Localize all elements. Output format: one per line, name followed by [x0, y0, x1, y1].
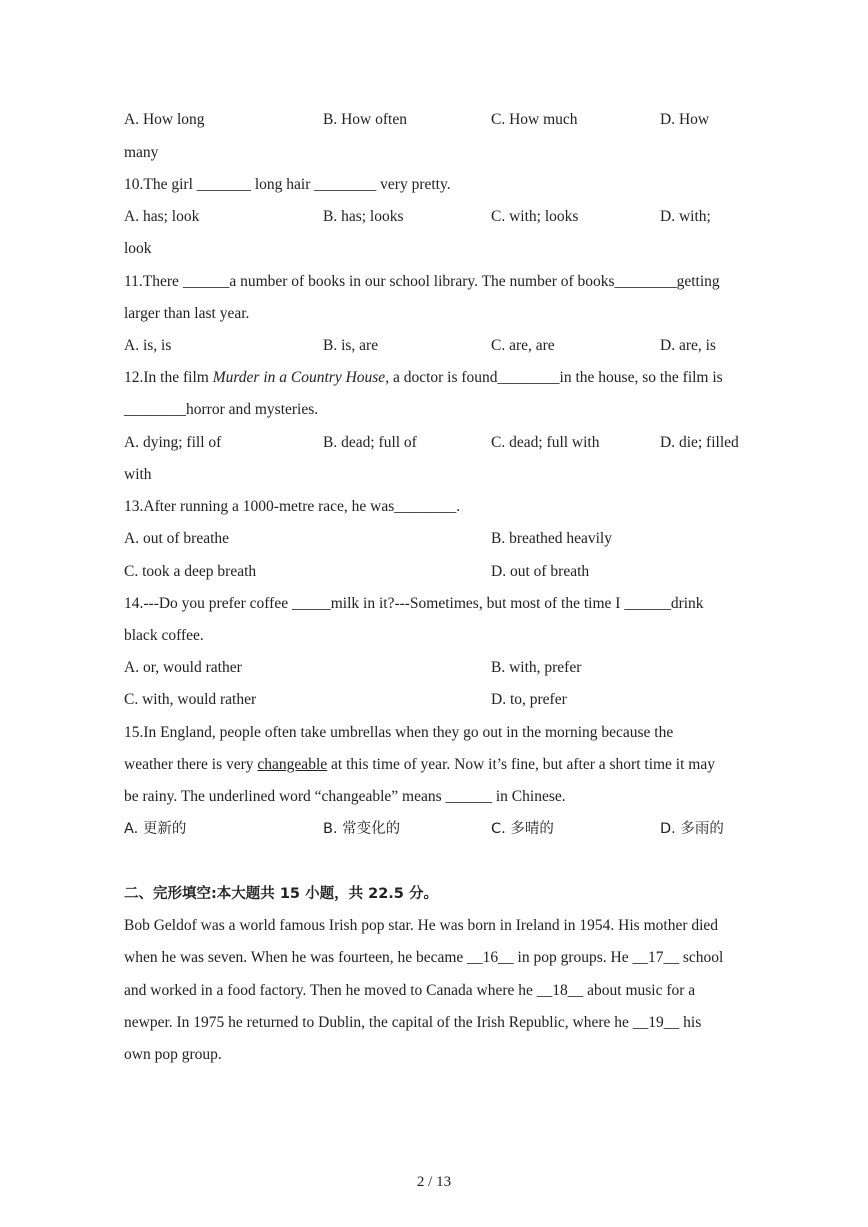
- q11-stem-line1: 11.There ______a number of books in our school library. The number of books________getting: [124, 273, 720, 290]
- q14-stem-line1: 14.---Do you prefer coffee _____milk in it?---Sometimes, but most of the time I ______drink: [124, 595, 704, 612]
- q9-option-d: D. How: [660, 111, 710, 128]
- page-number: 2 / 13: [416, 1174, 452, 1190]
- passage-line1: Bob Geldof was a world famous Irish pop star. He was born in Ireland in 1954. His mother died: [124, 917, 719, 934]
- q10-option-d: D. with;: [660, 208, 711, 225]
- q11-option-b: B. is, are: [323, 337, 379, 354]
- q12-stem-line2: ________horror and mysteries.: [124, 401, 319, 418]
- q14-option-b: B. with, prefer: [491, 659, 582, 676]
- q12-option-c: C. dead; full with: [491, 434, 600, 451]
- q10-option-a: A. has; look: [124, 208, 200, 225]
- q12-stem-suffix: , a doctor is found________in the house, so the film is: [385, 369, 723, 386]
- q15-stem2-prefix: weather there is very: [124, 756, 258, 773]
- q14-stem-line2: black coffee.: [124, 627, 204, 644]
- q9-option-b: B. How often: [323, 111, 407, 128]
- q15-option-c: C. 多晴的: [491, 821, 554, 837]
- q13-option-c: C. took a deep breath: [124, 563, 257, 580]
- passage-line2-b: in pop groups. He: [513, 949, 633, 966]
- passage-line5: own pop group.: [124, 1046, 222, 1063]
- q14-option-a: A. or, would rather: [124, 659, 242, 676]
- passage-line3: [124, 981, 695, 1001]
- q12-option-a: A. dying; fill of: [124, 434, 222, 451]
- q11-stem-line2: larger than last year.: [124, 305, 250, 322]
- passage-line3-a: and worked in a food factory. Then he moved to Canada where he: [124, 982, 537, 999]
- q15-stem-line2: [124, 755, 715, 775]
- q14-option-d: D. to, prefer: [491, 691, 567, 708]
- q15-stem-line3: be rainy. The underlined word “changeable” means ______ in Chinese.: [124, 788, 566, 805]
- q12-option-d: D. die; filled: [660, 434, 739, 451]
- q13-option-b: B. breathed heavily: [491, 530, 612, 547]
- q9-option-a: A. How long: [124, 111, 205, 128]
- passage-line2-c: school: [679, 949, 724, 966]
- blank-18: __18__: [536, 982, 584, 999]
- q12-stem-line1: [124, 368, 723, 388]
- q10-stem: 10.The girl _______ long hair ________ very pretty.: [124, 176, 451, 193]
- q11-option-c: C. are, are: [491, 337, 555, 354]
- q13-stem: 13.After running a 1000-metre race, he was________.: [124, 498, 461, 515]
- passage-line4: [124, 1013, 701, 1033]
- q13-option-d: D. out of breath: [491, 563, 590, 580]
- q9-option-d-cont: many: [124, 144, 159, 161]
- q13-option-a: A. out of breathe: [124, 530, 230, 547]
- blank-16: __16__: [467, 949, 514, 966]
- q10-option-d-cont: look: [124, 240, 152, 257]
- blank-17: __17__: [632, 949, 679, 966]
- passage-line3-b: about music for a: [583, 982, 696, 999]
- section2-heading: 二、完形填空:本大题共 15 小题，共 22.5 分。: [124, 886, 438, 902]
- q12-film-title: Murder in a Country House: [212, 369, 386, 386]
- q15-stem-line1: 15.In England, people often take umbrellas when they go out in the morning because the: [124, 724, 674, 741]
- q15-stem2-suffix: at this time of year. Now it’s fine, but after a short time it may: [327, 756, 715, 773]
- q10-option-c: C. with; looks: [491, 208, 579, 225]
- q9-option-c: C. How much: [491, 111, 578, 128]
- q15-option-d: D. 多雨的: [660, 821, 724, 837]
- passage-line4-b: his: [679, 1014, 702, 1031]
- q14-option-c: C. with, would rather: [124, 691, 257, 708]
- q12-option-b: B. dead; full of: [323, 434, 417, 451]
- q10-option-b: B. has; looks: [323, 208, 404, 225]
- blank-19: __19__: [632, 1014, 680, 1031]
- passage-line4-a: newper. In 1975 he returned to Dublin, the capital of the Irish Republic, where he: [124, 1014, 633, 1031]
- passage-line2-a: when he was seven. When he was fourteen, he became: [124, 949, 468, 966]
- q12-stem-prefix: 12.In the film: [124, 369, 213, 386]
- q11-option-d: D. are, is: [660, 337, 716, 354]
- q11-option-a: A. is, is: [124, 337, 172, 354]
- passage-line2: [124, 948, 723, 968]
- q15-option-b: B. 常变化的: [323, 821, 401, 837]
- q12-option-d-cont: with: [124, 466, 152, 483]
- q15-underlined-word: changeable: [257, 756, 328, 773]
- q15-option-a: A. 更新的: [124, 821, 187, 837]
